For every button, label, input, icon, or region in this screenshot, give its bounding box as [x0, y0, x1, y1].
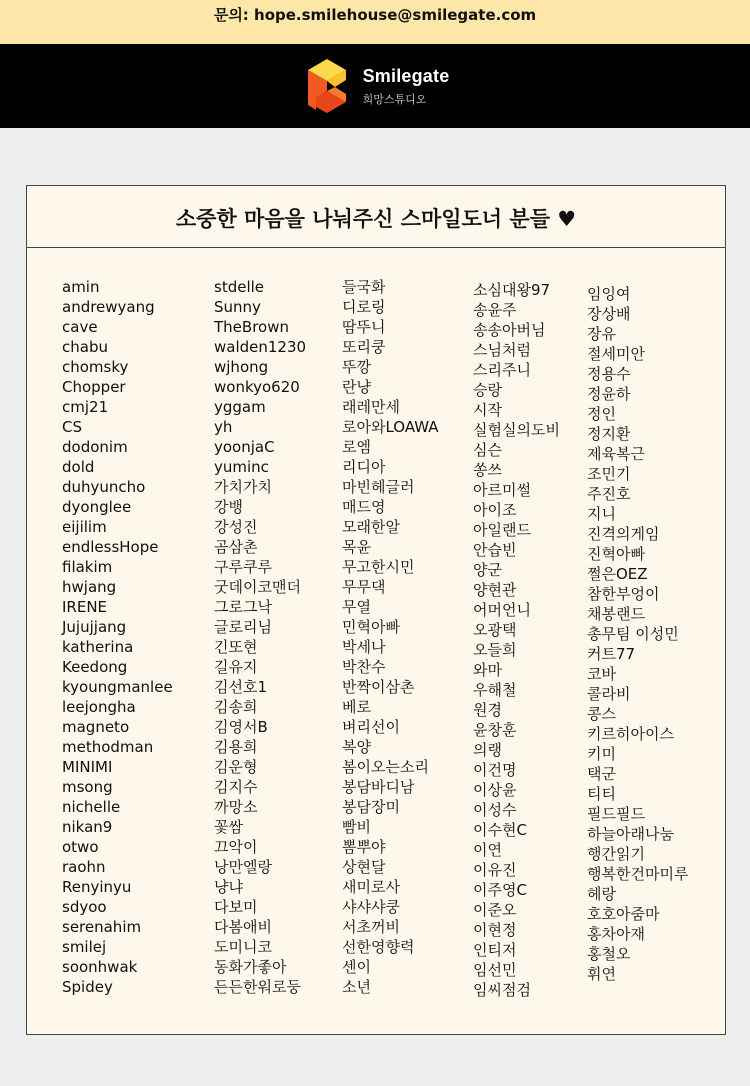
donor-name: 주진호 [587, 485, 631, 503]
donor-name: 콩스 [587, 705, 616, 723]
donor-name: CS [62, 418, 82, 436]
donor-name: Spidey [62, 978, 113, 996]
donor-name: 구루쿠루 [214, 558, 272, 576]
donor-name: 정지환 [587, 425, 631, 443]
donor-name: 어머언니 [473, 601, 531, 619]
donor-name: 키르히아이스 [587, 725, 674, 743]
donor-name: 원경 [473, 701, 502, 719]
donor-name: filakim [62, 558, 113, 576]
donor-name: 홍차아재 [587, 925, 645, 943]
donor-name: chabu [62, 338, 108, 356]
donor-name: 선한영향력 [342, 938, 415, 956]
donor-name: walden1230 [214, 338, 307, 356]
donor-name: 동화가좋아 [214, 958, 287, 976]
donor-name: 시작 [473, 401, 502, 419]
donor-name: 뚜깡 [342, 358, 371, 376]
donor-name: 송송아버님 [473, 321, 546, 339]
donor-name: soonhwak [62, 958, 138, 976]
donor-name: duhyuncho [62, 478, 146, 496]
donor-name: wonkyo620 [214, 378, 300, 396]
donor-name: 상현달 [342, 858, 386, 876]
donor-name: katherina [62, 638, 134, 656]
donor-name: sdyoo [62, 898, 107, 916]
donor-name: 이성수 [473, 801, 517, 819]
donor-name: 김용희 [214, 738, 258, 756]
donor-name: 이상윤 [473, 781, 517, 799]
donor-name: 쩔은OEZ [587, 565, 648, 583]
donor-name: 제육복근 [587, 445, 645, 463]
donor-name: msong [62, 778, 113, 796]
donor-name: yh [214, 418, 233, 436]
donor-name: 다봄애비 [214, 918, 272, 936]
donor-column-1 [62, 277, 173, 997]
donor-name: leejongha [62, 698, 136, 716]
donor-name: 봉담바디남 [342, 778, 415, 796]
donor-name: yuminc [214, 458, 269, 476]
donor-name: 쏭쓰 [473, 461, 502, 479]
donor-name: 안습빈 [473, 541, 517, 559]
donor-name: 글로리님 [214, 618, 272, 636]
donor-name: amin [62, 278, 100, 296]
donor-name: 뽐뿌야 [342, 838, 386, 856]
donor-name: nichelle [62, 798, 121, 816]
donor-name: 휘연 [587, 965, 616, 983]
donor-name: 커트77 [587, 645, 636, 663]
donor-name: magneto [62, 718, 130, 736]
donor-name: 절세미안 [587, 345, 645, 363]
donor-name: 김송희 [214, 698, 258, 716]
contact-text: 문의: hope.smilehouse@smilegate.com [213, 5, 537, 24]
donor-name: methodman [62, 738, 154, 756]
donor-name: 오들희 [473, 641, 517, 659]
donor-name: 양군 [473, 561, 502, 579]
donor-name: 코바 [587, 665, 616, 683]
donor-name: nikan9 [62, 818, 113, 836]
donor-name: 센이 [342, 958, 371, 976]
donor-name: 우해철 [473, 681, 517, 699]
donor-name: 매드영 [342, 498, 386, 516]
contact-bar [0, 0, 750, 44]
donor-column-5 [587, 284, 688, 984]
donor-name: MINIMI [62, 758, 113, 776]
donor-name: 디로링 [342, 298, 386, 316]
donor-name: chomsky [62, 358, 129, 376]
donor-name: 스님처럼 [473, 341, 531, 359]
donor-name: 들국화 [342, 278, 386, 296]
donor-name: 까망소 [214, 798, 258, 816]
donor-name: 무무댁 [342, 578, 386, 596]
donor-name: 박세나 [342, 638, 386, 656]
donor-name: 굿데이코맨더 [214, 578, 301, 596]
donor-name: 로아와LOAWA [342, 418, 439, 436]
donor-name: 양현관 [473, 581, 517, 599]
donor-name: 또리쿵 [342, 338, 386, 356]
donor-name: Jujujjang [62, 618, 127, 636]
donor-name: kyoungmanlee [62, 678, 173, 696]
donor-name: yoonjaC [214, 438, 275, 456]
donor-name: 이주영C [473, 881, 527, 899]
donor-name: 빰비 [342, 818, 371, 836]
donor-name: 필드필드 [587, 805, 645, 823]
donor-name: cave [62, 318, 98, 336]
donor-name: stdelle [214, 278, 265, 296]
donor-name: 끄악이 [214, 838, 258, 856]
donor-name: 소년 [342, 978, 371, 996]
donor-name: 오광택 [473, 621, 517, 639]
donor-name: 민혁아빠 [342, 618, 400, 636]
donor-name: 목윤 [342, 538, 371, 556]
donor-name: 하늘아래나눔 [587, 825, 674, 843]
donor-name: 정용수 [587, 365, 631, 383]
donor-name: 총무팀 이성민 [587, 625, 679, 643]
donor-name: Sunny [214, 298, 261, 316]
donor-name: 무열 [342, 598, 371, 616]
donor-name: 콜라비 [587, 685, 631, 703]
donor-name: 임씨점검 [473, 981, 531, 999]
donor-name: 길유지 [214, 658, 258, 676]
donor-name: dodonim [62, 438, 128, 456]
donor-name: 무고한시민 [342, 558, 415, 576]
donor-name: dyonglee [62, 498, 132, 516]
donor-name: 서초꺼비 [342, 918, 400, 936]
donor-name: 이수현C [473, 821, 527, 839]
donor-name: 래레만세 [342, 398, 400, 416]
donor-name: 정인 [587, 405, 616, 423]
header [0, 44, 750, 128]
donor-name: 봉담장미 [342, 798, 400, 816]
panel-title: 소중한 마음을 나눠주신 스마일도너 분들 ♥ [27, 186, 725, 248]
donor-name: 꽃쌈 [214, 818, 243, 836]
donor-name: 곰삼촌 [214, 538, 258, 556]
donor-name: 키미 [587, 745, 616, 763]
donor-name: 장유 [587, 325, 616, 343]
brand-name: Smilegate [362, 65, 450, 86]
donor-name: Chopper [62, 378, 126, 396]
donor-name: 행간읽기 [587, 845, 645, 863]
donor-name: 란냥 [342, 378, 371, 396]
donor-name: 든든한워로둥 [214, 978, 301, 996]
donor-name: 헤랑 [587, 885, 616, 903]
donor-name: 아르미썰 [473, 481, 531, 499]
donor-name: Keedong [62, 658, 128, 676]
donor-name: 송윤주 [473, 301, 517, 319]
donor-name: 냥냐 [214, 878, 243, 896]
donor-name: 강뱅 [214, 498, 243, 516]
donor-name: raohn [62, 858, 106, 876]
donor-name: 참한부엉이 [587, 585, 660, 603]
donor-name: 의랭 [473, 741, 502, 759]
donor-name: 김지수 [214, 778, 258, 796]
donor-name: 정윤하 [587, 385, 631, 403]
donor-name: 반짝이삼촌 [342, 678, 415, 696]
donor-name: 김영서B [214, 718, 268, 736]
donor-name: 홍철오 [587, 945, 631, 963]
donor-name: 소심대왕97 [473, 281, 551, 299]
donor-name: 김운형 [214, 758, 258, 776]
smilegate-logo-icon [307, 58, 347, 114]
donor-name: 베로 [342, 698, 371, 716]
donor-name: 승랑 [473, 381, 502, 399]
donor-name: andrewyang [62, 298, 155, 316]
donor-name: 행복한건마미루 [587, 865, 689, 883]
donor-name: 김선호1 [214, 678, 268, 696]
donor-name: endlessHope [62, 538, 159, 556]
donor-name: 택군 [587, 765, 616, 783]
brand-logo[interactable] [307, 58, 450, 114]
donor-name: 봄이오는소리 [342, 758, 429, 776]
donor-name: hwjang [62, 578, 117, 596]
donor-name: 리디아 [342, 458, 386, 476]
donor-name: 다보미 [214, 898, 258, 916]
donor-name: otwo [62, 838, 99, 856]
donor-name: 조민기 [587, 465, 631, 483]
donor-name: 그로그낙 [214, 598, 272, 616]
donor-column-3 [342, 277, 439, 997]
donor-name: 아이조 [473, 501, 517, 519]
donor-name: 이유진 [473, 861, 517, 879]
donor-name: wjhong [214, 358, 269, 376]
donor-name: 도미니코 [214, 938, 272, 956]
donor-column-2 [214, 277, 306, 997]
donor-name: 장상배 [587, 305, 631, 323]
donor-name: 강성진 [214, 518, 258, 536]
donor-name: TheBrown [214, 318, 289, 336]
donor-name: Renyinyu [62, 878, 132, 896]
donor-name: 낭만엘랑 [214, 858, 272, 876]
donor-name: smilej [62, 938, 107, 956]
donor-name: 인티저 [473, 941, 517, 959]
donor-name: 호호아줌마 [587, 905, 660, 923]
donor-name: 임선민 [473, 961, 517, 979]
donor-name: 윤창훈 [473, 721, 517, 739]
donor-name: IRENE [62, 598, 108, 616]
donor-name: 벼리선이 [342, 718, 400, 736]
brand-subtitle: 희망스튜디오 [362, 92, 427, 106]
donor-name: 와마 [473, 661, 502, 679]
donor-name: 이현정 [473, 921, 517, 939]
donor-name: 가치가치 [214, 478, 272, 496]
donor-name: 로엠 [342, 438, 371, 456]
donor-name: 마빈헤글러 [342, 478, 415, 496]
donor-name: 심슨 [473, 441, 502, 459]
donor-name: 박찬수 [342, 658, 386, 676]
donor-name: 임잉여 [587, 285, 631, 303]
donor-name: 땀뚜니 [342, 318, 386, 336]
donor-name: 진혁아빠 [587, 545, 645, 563]
donor-name: 모래한알 [342, 518, 400, 536]
donor-name: 지니 [587, 505, 616, 523]
donor-name: 이준오 [473, 901, 517, 919]
donor-panel [26, 185, 726, 1035]
donor-name: 복양 [342, 738, 371, 756]
donor-name: 긴또현 [214, 638, 258, 656]
donor-name: cmj21 [62, 398, 109, 416]
donor-name: 새미로사 [342, 878, 400, 896]
donor-name: 이건명 [473, 761, 517, 779]
donor-name: 티티 [587, 785, 616, 803]
donor-name: eijilim [62, 518, 107, 536]
donor-name: 스리주니 [473, 361, 531, 379]
donor-name: 아일랜드 [473, 521, 531, 539]
donor-name: 이연 [473, 841, 502, 859]
donor-name: 진격의게임 [587, 525, 660, 543]
donor-name: dold [62, 458, 95, 476]
donor-column-4 [473, 280, 560, 1000]
donor-name: serenahim [62, 918, 142, 936]
donor-name: 샤샤샤쿵 [342, 898, 400, 916]
donor-name: 채봉랜드 [587, 605, 645, 623]
donor-name: yggam [214, 398, 266, 416]
donor-name: 실험실의도비 [473, 421, 560, 439]
